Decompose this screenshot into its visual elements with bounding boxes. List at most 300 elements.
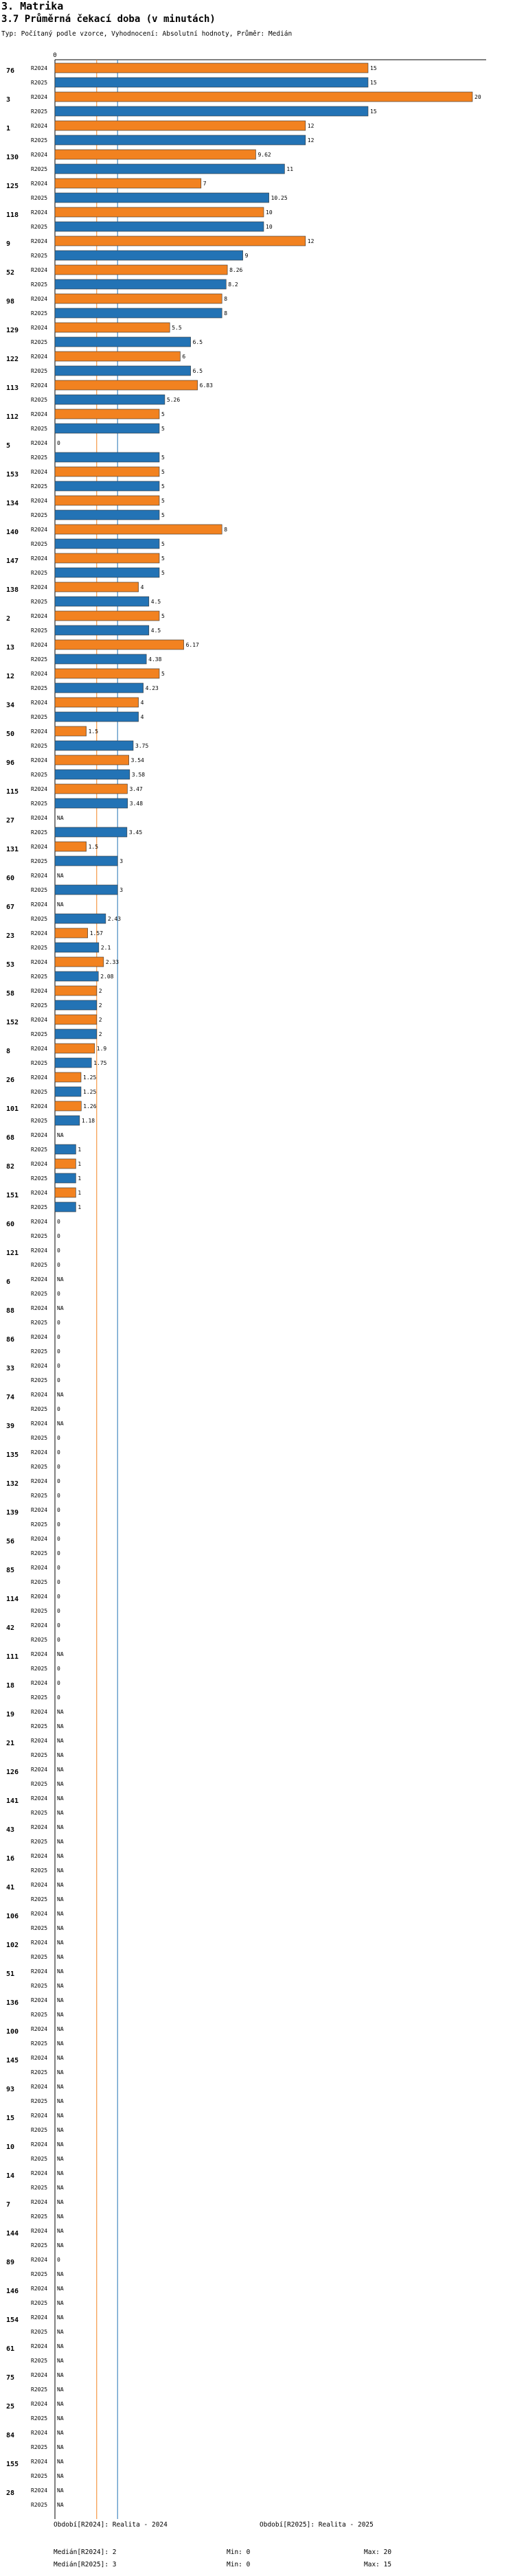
na-label: NA bbox=[57, 1882, 64, 1888]
bar-r2025 bbox=[55, 683, 144, 693]
bar-r2025 bbox=[55, 885, 117, 895]
bar-r2025 bbox=[55, 193, 269, 203]
na-label: NA bbox=[57, 1738, 64, 1744]
category-label: 19 bbox=[6, 1711, 15, 1718]
series-label: R2024 bbox=[31, 1161, 48, 1167]
data-label: 1 bbox=[78, 1147, 82, 1153]
max-2025-text: Max: 15 bbox=[364, 2561, 392, 2568]
data-label: 0 bbox=[57, 1565, 60, 1571]
data-label: 15 bbox=[370, 108, 377, 115]
series-label: R2025 bbox=[31, 108, 48, 115]
data-label: 4 bbox=[140, 584, 144, 590]
na-label: NA bbox=[57, 2444, 64, 2450]
series-label: R2025 bbox=[31, 945, 48, 951]
series-label: R2024 bbox=[31, 94, 48, 100]
series-label: R2024 bbox=[31, 1622, 48, 1629]
series-label: R2025 bbox=[31, 1464, 48, 1470]
series-label: R2025 bbox=[31, 1060, 48, 1066]
data-label: 6.17 bbox=[185, 642, 199, 648]
data-label: 8.2 bbox=[228, 281, 238, 288]
series-label: R2024 bbox=[31, 2113, 48, 2119]
page-title: 3.7 Průměrná čekací doba (v minutách) bbox=[1, 14, 216, 25]
series-label: R2024 bbox=[31, 354, 48, 360]
series-label: R2024 bbox=[31, 786, 48, 792]
series-label: R2024 bbox=[31, 1795, 48, 1802]
data-label: 1.57 bbox=[89, 930, 103, 936]
bar-r2025 bbox=[55, 395, 165, 404]
bar-r2025 bbox=[55, 106, 368, 116]
data-label: 5 bbox=[161, 570, 165, 576]
series-label: R2024 bbox=[31, 2026, 48, 2032]
na-label: NA bbox=[57, 1651, 64, 1657]
bar-r2025 bbox=[55, 308, 222, 318]
data-label: 0 bbox=[57, 1493, 60, 1499]
category-label: 41 bbox=[6, 1884, 15, 1891]
category-label: 140 bbox=[6, 529, 19, 536]
series-label: R2025 bbox=[31, 1752, 48, 1758]
bar-r2024 bbox=[55, 265, 227, 275]
series-label: R2024 bbox=[31, 1421, 48, 1427]
series-label: R2024 bbox=[31, 2343, 48, 2349]
series-label: R2024 bbox=[31, 1247, 48, 1254]
category-label: 96 bbox=[6, 759, 15, 767]
bar-r2025 bbox=[55, 251, 243, 260]
bar-r2025 bbox=[55, 1145, 76, 1154]
series-label: R2024 bbox=[31, 1911, 48, 1917]
bar-r2025 bbox=[55, 770, 130, 779]
category-label: 58 bbox=[6, 990, 15, 998]
bar-r2024 bbox=[55, 582, 139, 592]
series-label: R2024 bbox=[31, 411, 48, 417]
series-label: R2025 bbox=[31, 224, 48, 230]
series-label: R2025 bbox=[31, 1377, 48, 1383]
category-label: 2 bbox=[6, 615, 11, 623]
series-label: R2024 bbox=[31, 1968, 48, 1975]
series-label: R2025 bbox=[31, 166, 48, 172]
series-label: R2024 bbox=[31, 1392, 48, 1398]
data-label: 1.5 bbox=[88, 844, 99, 850]
category-label: 134 bbox=[6, 500, 19, 507]
na-label: NA bbox=[57, 1997, 64, 2003]
series-label: R2025 bbox=[31, 1493, 48, 1499]
series-label: R2024 bbox=[31, 815, 48, 821]
category-label: 98 bbox=[6, 298, 15, 306]
bar-r2025 bbox=[55, 827, 127, 837]
series-label: R2024 bbox=[31, 671, 48, 677]
series-label: R2025 bbox=[31, 2185, 48, 2191]
category-label: 15 bbox=[6, 2115, 15, 2122]
series-label: R2025 bbox=[31, 1521, 48, 1528]
na-label: NA bbox=[57, 1925, 64, 1931]
series-label: R2025 bbox=[31, 2444, 48, 2450]
max-2024-text: Max: 20 bbox=[364, 2549, 392, 2556]
bar-r2025 bbox=[55, 279, 226, 289]
na-label: NA bbox=[57, 1839, 64, 1845]
series-label: R2025 bbox=[31, 1147, 48, 1153]
bar-r2025 bbox=[55, 164, 284, 174]
data-label: 0 bbox=[57, 1247, 60, 1254]
category-label: 129 bbox=[6, 327, 19, 334]
category-label: 145 bbox=[6, 2057, 19, 2065]
category-label: 93 bbox=[6, 2086, 15, 2093]
na-label: NA bbox=[57, 2213, 64, 2220]
data-label: 1 bbox=[78, 1161, 82, 1167]
data-label: 2 bbox=[98, 988, 102, 994]
bar-r2024 bbox=[55, 553, 159, 563]
bar-r2025 bbox=[55, 1000, 97, 1010]
data-label: 0 bbox=[57, 1637, 60, 1643]
data-label: 7 bbox=[203, 181, 207, 187]
na-label: NA bbox=[57, 1896, 64, 1902]
data-label: 5 bbox=[161, 426, 165, 432]
series-label: R2025 bbox=[31, 1204, 48, 1210]
series-label: R2025 bbox=[31, 1175, 48, 1182]
data-label: 6.5 bbox=[192, 339, 203, 345]
bar-r2024 bbox=[55, 63, 368, 73]
bar-r2024 bbox=[55, 698, 139, 707]
category-label: 25 bbox=[6, 2403, 15, 2411]
bar-r2025 bbox=[55, 1116, 80, 1125]
data-label: 8 bbox=[224, 527, 228, 533]
category-label: 76 bbox=[6, 67, 15, 75]
bar-r2024 bbox=[55, 1159, 76, 1169]
data-label: 4 bbox=[140, 700, 144, 706]
series-label: R2024 bbox=[31, 325, 48, 331]
category-label: 113 bbox=[6, 384, 19, 392]
bar-r2024 bbox=[55, 92, 472, 102]
data-label: 0 bbox=[57, 1291, 60, 1297]
series-label: R2024 bbox=[31, 2257, 48, 2263]
series-label: R2024 bbox=[31, 1767, 48, 1773]
series-label: R2025 bbox=[31, 137, 48, 143]
category-label: 74 bbox=[6, 1394, 15, 1401]
series-label: R2025 bbox=[31, 483, 48, 490]
series-label: R2024 bbox=[31, 1536, 48, 1542]
data-label: 3.75 bbox=[135, 743, 149, 749]
series-label: R2024 bbox=[31, 901, 48, 908]
na-label: NA bbox=[57, 1723, 64, 1729]
min-2024-text: Min: 0 bbox=[227, 2549, 251, 2556]
data-label: 5 bbox=[161, 555, 165, 562]
data-label: 4 bbox=[140, 714, 144, 720]
category-label: 88 bbox=[6, 1307, 15, 1315]
data-label: 1.25 bbox=[83, 1089, 97, 1095]
series-label: R2024 bbox=[31, 613, 48, 619]
na-label: NA bbox=[57, 1709, 64, 1715]
series-label: R2025 bbox=[31, 1867, 48, 1874]
bar-r2025 bbox=[55, 856, 117, 866]
na-label: NA bbox=[57, 1867, 64, 1874]
bar-r2024 bbox=[55, 726, 87, 736]
data-label: 2 bbox=[98, 1002, 102, 1009]
data-label: 5.5 bbox=[172, 325, 182, 331]
series-label: R2024 bbox=[31, 728, 48, 735]
series-label: R2024 bbox=[31, 1997, 48, 2003]
series-label: R2025 bbox=[31, 1608, 48, 1614]
series-label: R2025 bbox=[31, 628, 48, 634]
series-label: R2025 bbox=[31, 1089, 48, 1095]
category-label: 60 bbox=[6, 875, 15, 882]
median-2024-text: Medián[R2024]: 2 bbox=[54, 2549, 117, 2556]
data-label: 2.08 bbox=[100, 974, 114, 980]
series-label: R2025 bbox=[31, 1666, 48, 1672]
na-label: NA bbox=[57, 2185, 64, 2191]
series-label: R2025 bbox=[31, 1983, 48, 1989]
series-label: R2024 bbox=[31, 2170, 48, 2176]
data-label: 10.25 bbox=[271, 195, 288, 201]
series-label: R2025 bbox=[31, 2156, 48, 2162]
series-label: R2025 bbox=[31, 2329, 48, 2335]
category-label: 16 bbox=[6, 1855, 15, 1863]
na-label: NA bbox=[57, 2026, 64, 2032]
data-label: 8.26 bbox=[229, 267, 243, 273]
data-label: 1.9 bbox=[96, 1046, 107, 1052]
category-label: 52 bbox=[6, 269, 15, 277]
series-label: R2025 bbox=[31, 1954, 48, 1960]
bar-r2024 bbox=[55, 1188, 76, 1197]
data-label: 3.45 bbox=[128, 829, 143, 836]
category-label: 131 bbox=[6, 846, 19, 853]
series-label: R2024 bbox=[31, 959, 48, 965]
category-label: 122 bbox=[6, 356, 19, 363]
series-label: R2025 bbox=[31, 195, 48, 201]
bar-r2024 bbox=[55, 611, 159, 621]
category-label: 155 bbox=[6, 2461, 19, 2468]
category-label: 7 bbox=[6, 2201, 11, 2209]
data-label: 0 bbox=[57, 1608, 60, 1614]
series-label: R2025 bbox=[31, 2069, 48, 2075]
series-label: R2025 bbox=[31, 397, 48, 403]
series-label: R2024 bbox=[31, 700, 48, 706]
series-label: R2024 bbox=[31, 2141, 48, 2148]
series-label: R2025 bbox=[31, 2012, 48, 2018]
category-label: 125 bbox=[6, 183, 19, 190]
na-label: NA bbox=[57, 2502, 64, 2508]
legend-period-2024: Období[R2024]: Realita - 2024 bbox=[54, 2521, 168, 2529]
bar-r2025 bbox=[55, 654, 146, 664]
data-label: 0 bbox=[57, 1363, 60, 1369]
data-label: 4.38 bbox=[148, 656, 162, 663]
series-label: R2025 bbox=[31, 685, 48, 691]
category-label: 26 bbox=[6, 1077, 15, 1084]
bar-r2024 bbox=[55, 640, 184, 649]
na-label: NA bbox=[57, 2271, 64, 2277]
bar-r2024 bbox=[55, 928, 88, 938]
series-label: R2024 bbox=[31, 440, 48, 446]
na-label: NA bbox=[57, 2487, 64, 2494]
data-label: 6 bbox=[182, 354, 186, 360]
data-label: 2.1 bbox=[100, 945, 111, 951]
data-label: 10 bbox=[266, 209, 273, 216]
na-label: NA bbox=[57, 2069, 64, 2075]
series-label: R2024 bbox=[31, 1017, 48, 1023]
category-label: 34 bbox=[6, 702, 15, 709]
series-label: R2025 bbox=[31, 801, 48, 807]
na-label: NA bbox=[57, 2415, 64, 2422]
category-label: 151 bbox=[6, 1192, 19, 1199]
series-label: R2024 bbox=[31, 2055, 48, 2061]
category-label: 86 bbox=[6, 1336, 15, 1344]
bar-r2024 bbox=[55, 121, 306, 130]
category-label: 8 bbox=[6, 1048, 11, 1055]
series-label: R2024 bbox=[31, 238, 48, 244]
data-label: 0 bbox=[57, 1233, 60, 1239]
category-label: 100 bbox=[6, 2028, 19, 2036]
bar-r2024 bbox=[55, 1101, 81, 1111]
series-label: R2024 bbox=[31, 1709, 48, 1715]
na-label: NA bbox=[57, 2300, 64, 2306]
category-label: 6 bbox=[6, 1278, 11, 1286]
data-label: 10 bbox=[266, 224, 273, 230]
series-label: R2024 bbox=[31, 2401, 48, 2407]
series-label: R2024 bbox=[31, 1478, 48, 1484]
series-label: R2025 bbox=[31, 743, 48, 749]
series-label: R2025 bbox=[31, 974, 48, 980]
data-label: 5 bbox=[161, 483, 165, 490]
bar-r2024 bbox=[55, 755, 129, 765]
data-label: 2.43 bbox=[107, 916, 122, 922]
series-label: R2025 bbox=[31, 656, 48, 663]
data-label: 0 bbox=[57, 1536, 60, 1542]
na-label: NA bbox=[57, 2343, 64, 2349]
bar-r2024 bbox=[55, 496, 159, 505]
series-label: R2024 bbox=[31, 2487, 48, 2494]
series-label: R2024 bbox=[31, 469, 48, 475]
na-label: NA bbox=[57, 1795, 64, 1802]
category-label: 3 bbox=[6, 96, 11, 104]
series-label: R2025 bbox=[31, 1435, 48, 1441]
na-label: NA bbox=[57, 2040, 64, 2047]
bar-r2025 bbox=[55, 568, 159, 577]
bar-r2024 bbox=[55, 986, 97, 996]
data-label: 9.62 bbox=[258, 152, 271, 158]
data-label: 0 bbox=[57, 1550, 60, 1556]
data-label: 5 bbox=[161, 613, 165, 619]
series-label: R2024 bbox=[31, 757, 48, 763]
series-label: R2024 bbox=[31, 2084, 48, 2090]
na-label: NA bbox=[57, 1132, 64, 1138]
series-label: R2024 bbox=[31, 1305, 48, 1311]
category-label: 89 bbox=[6, 2259, 15, 2266]
series-label: R2025 bbox=[31, 2502, 48, 2508]
min-2025-text: Min: 0 bbox=[227, 2561, 251, 2568]
na-label: NA bbox=[57, 1968, 64, 1975]
bar-r2024 bbox=[55, 525, 222, 534]
series-label: R2025 bbox=[31, 455, 48, 461]
data-label: 0 bbox=[57, 1435, 60, 1441]
bar-r2025 bbox=[55, 914, 106, 923]
bar-r2025 bbox=[55, 741, 133, 750]
series-label: R2025 bbox=[31, 426, 48, 432]
bar-r2025 bbox=[55, 481, 159, 491]
category-label: 9 bbox=[6, 240, 11, 248]
category-label: 33 bbox=[6, 1365, 15, 1372]
data-label: 15 bbox=[370, 80, 377, 86]
series-label: R2024 bbox=[31, 2372, 48, 2378]
data-label: 0 bbox=[57, 1334, 60, 1340]
category-label: 112 bbox=[6, 413, 19, 421]
series-label: R2024 bbox=[31, 1363, 48, 1369]
series-label: R2025 bbox=[31, 2213, 48, 2220]
median-2025-text: Medián[R2025]: 3 bbox=[54, 2561, 117, 2568]
category-label: 28 bbox=[6, 2489, 15, 2497]
bar-r2025 bbox=[55, 1058, 91, 1068]
data-label: 1.75 bbox=[93, 1060, 107, 1066]
category-label: 60 bbox=[6, 1221, 15, 1228]
data-label: 0 bbox=[57, 1348, 60, 1355]
na-label: NA bbox=[57, 2098, 64, 2104]
series-label: R2025 bbox=[31, 2271, 48, 2277]
bar-r2024 bbox=[55, 207, 264, 217]
data-label: 0 bbox=[57, 2257, 60, 2263]
data-label: 5.26 bbox=[166, 397, 181, 403]
series-label: R2025 bbox=[31, 2473, 48, 2479]
data-label: 1 bbox=[78, 1175, 82, 1182]
series-label: R2025 bbox=[31, 368, 48, 374]
category-label: 50 bbox=[6, 731, 15, 738]
series-label: R2024 bbox=[31, 1334, 48, 1340]
series-label: R2025 bbox=[31, 2358, 48, 2364]
data-label: 0 bbox=[57, 1478, 60, 1484]
na-label: NA bbox=[57, 2459, 64, 2465]
data-label: 1 bbox=[78, 1190, 82, 1196]
series-label: R2024 bbox=[31, 2430, 48, 2436]
series-label: R2025 bbox=[31, 2415, 48, 2422]
series-label: R2024 bbox=[31, 988, 48, 994]
na-label: NA bbox=[57, 2113, 64, 2119]
series-label: R2024 bbox=[31, 555, 48, 562]
na-label: NA bbox=[57, 2012, 64, 2018]
bar-r2025 bbox=[55, 1029, 97, 1039]
data-label: 20 bbox=[474, 94, 481, 100]
na-label: NA bbox=[57, 1853, 64, 1859]
data-label: 4.5 bbox=[150, 599, 161, 605]
series-label: R2025 bbox=[31, 570, 48, 576]
category-label: 139 bbox=[6, 1509, 19, 1517]
bar-r2024 bbox=[55, 236, 306, 246]
bar-r2024 bbox=[55, 380, 198, 390]
category-label: 43 bbox=[6, 1826, 15, 1834]
series-label: R2024 bbox=[31, 1219, 48, 1225]
data-label: 2 bbox=[98, 1031, 102, 1037]
series-label: R2025 bbox=[31, 1896, 48, 1902]
data-label: 2.33 bbox=[105, 959, 119, 965]
series-label: R2024 bbox=[31, 1507, 48, 1513]
na-label: NA bbox=[57, 1911, 64, 1917]
bar-r2024 bbox=[55, 1072, 81, 1082]
na-label: NA bbox=[57, 1983, 64, 1989]
na-label: NA bbox=[57, 2199, 64, 2205]
na-label: NA bbox=[57, 2473, 64, 2479]
series-label: R2025 bbox=[31, 829, 48, 836]
bar-r2024 bbox=[55, 1044, 95, 1053]
data-label: 0 bbox=[57, 1262, 60, 1268]
series-label: R2024 bbox=[31, 1594, 48, 1600]
series-label: R2025 bbox=[31, 599, 48, 605]
category-label: 130 bbox=[6, 154, 19, 161]
bar-r2024 bbox=[55, 957, 104, 967]
series-label: R2025 bbox=[31, 2040, 48, 2047]
series-label: R2025 bbox=[31, 1839, 48, 1845]
category-label: 14 bbox=[6, 2172, 15, 2180]
category-label: 18 bbox=[6, 1682, 15, 1690]
category-label: 27 bbox=[6, 817, 15, 825]
series-label: R2024 bbox=[31, 1882, 48, 1888]
category-label: 153 bbox=[6, 471, 19, 479]
series-label: R2024 bbox=[31, 296, 48, 302]
category-label: 67 bbox=[6, 904, 15, 911]
data-label: 5 bbox=[161, 411, 165, 417]
